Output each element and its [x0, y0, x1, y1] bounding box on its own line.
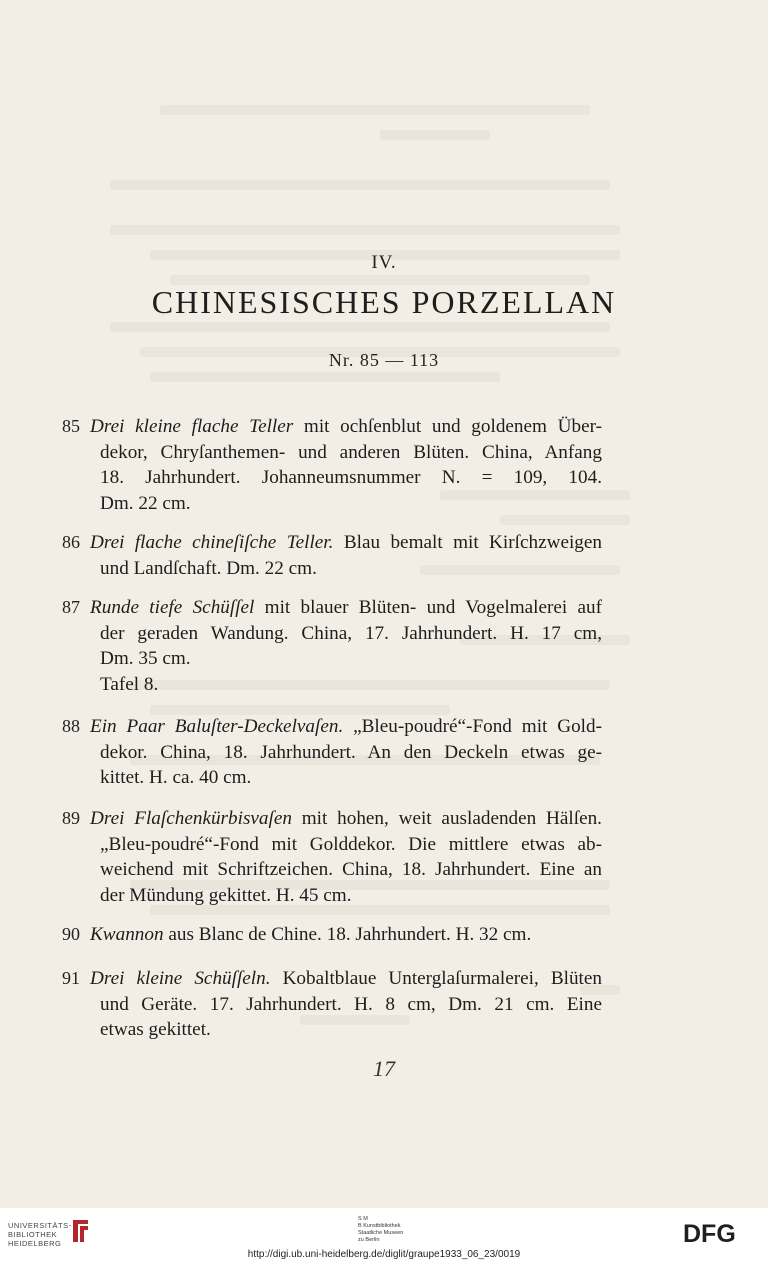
object-title: Drei kleine Schüſſeln. [90, 968, 271, 989]
section-number: IV. [371, 252, 397, 273]
entry-line: weichend mit Schriftzeichen. China, 18. Jahrhundert. Eine an [100, 859, 602, 880]
page-number: 17 [373, 1056, 395, 1081]
catalog-entry-91 [62, 966, 602, 1043]
entry-line: Drei kleine Schüſſeln. Kobaltblaue Unterglaſurmalerei, Blüten [90, 968, 602, 989]
catalog-entry-86 [62, 530, 602, 581]
catalog-entry-85 [62, 414, 603, 516]
entry-line: und Landſchaft. Dm. 22 cm. [100, 557, 317, 579]
catalog-entry-87 [62, 595, 602, 697]
entry-line: kittet. H. ca. 40 cm. [100, 767, 252, 788]
entry-line: Kwannon aus Blanc de Chine. 18. Jahrhundert. H. 32 cm. [90, 924, 532, 945]
entry-line: Ein Paar Baluſter-Deckelvaſen. „Bleu-poudré“-Fond mit Gold- [90, 716, 602, 737]
object-title: Drei Flaſchenkürbisvaſen [90, 808, 292, 829]
object-title: Ein Paar Baluſter-Deckelvaſen. [90, 716, 344, 737]
digitization-footer [0, 1208, 768, 1263]
entry-line: Dm. 22 cm. [100, 492, 191, 514]
entry-line: Drei kleine flache Teller mit ochſenblut und goldenem Über- [90, 416, 603, 437]
entry-line: dekor, Chryſanthemen- und anderen Blüten. China, Anfang [100, 441, 602, 463]
entry-line: der Mündung gekittet. H. 45 cm. [100, 884, 352, 906]
entry-number: 89 [62, 808, 80, 828]
entry-line: etwas gekittet. [100, 1019, 211, 1040]
catalog-entry-89 [62, 806, 602, 908]
entry-number: 86 [62, 532, 80, 552]
section-title: CHINESISCHES PORZELLAN [151, 284, 617, 320]
entry-line: dekor. China, 18. Jahrhundert. An den Deckeln etwas ge- [100, 741, 602, 763]
entry-line: 18. Jahrhundert. Johanneumsnummer N. = 109, 104. [100, 467, 602, 488]
entry-number: 85 [62, 416, 80, 436]
object-title: Drei flache chineſiſche Teller. [90, 532, 334, 553]
entry-line: und Geräte. 17. Jahrhundert. H. 8 cm, Dm. 21 cm. Eine [100, 993, 602, 1015]
object-title: Kwannon [90, 924, 164, 945]
object-title: Runde tiefe Schüſſel [90, 597, 255, 618]
entry-line: Drei flache chineſiſche Teller. Blau bemalt mit Kirſchzweigen [90, 532, 602, 553]
dfg-logo: DFG [683, 1220, 736, 1248]
entry-line: „Bleu-poudré“-Fond mit Golddekor. Die mittlere etwas ab- [100, 833, 602, 855]
university-library-label: UNIVERSITÄTS- BIBLIOTHEK HEIDELBERG [8, 1221, 72, 1248]
entry-line: Tafel 8. [100, 673, 159, 695]
entry-line: Runde tiefe Schüſſel mit blauer Blüten- und Vogelmalerei auf [90, 597, 602, 618]
catalog-number-range: Nr. 85 — 113 [328, 350, 440, 370]
kunstbibliothek-label: S M B Kunstbibliothek Staatliche Museen zu Berlin [358, 1216, 404, 1243]
entry-line: Drei Flaſchenkürbisvaſen mit hohen, weit ausladenden Hälſen. [90, 808, 602, 829]
entry-line: Dm. 35 cm. [100, 648, 191, 669]
entry-number: 87 [62, 597, 80, 617]
entry-number: 90 [62, 924, 80, 944]
entry-number: 91 [62, 968, 80, 988]
university-logo-icon [70, 1216, 92, 1246]
object-title: Drei kleine flache Teller [90, 416, 294, 437]
catalog-entry-88 [62, 714, 602, 791]
catalog-entry-90 [62, 922, 602, 948]
entry-line: der geraden Wandung. China, 17. Jahrhundert. H. 17 cm, [100, 622, 602, 644]
source-url[interactable]: http://digi.ub.uni-heidelberg.de/diglit/graupe1933_06_23/0019 [247, 1249, 521, 1260]
entry-number: 88 [62, 716, 80, 736]
